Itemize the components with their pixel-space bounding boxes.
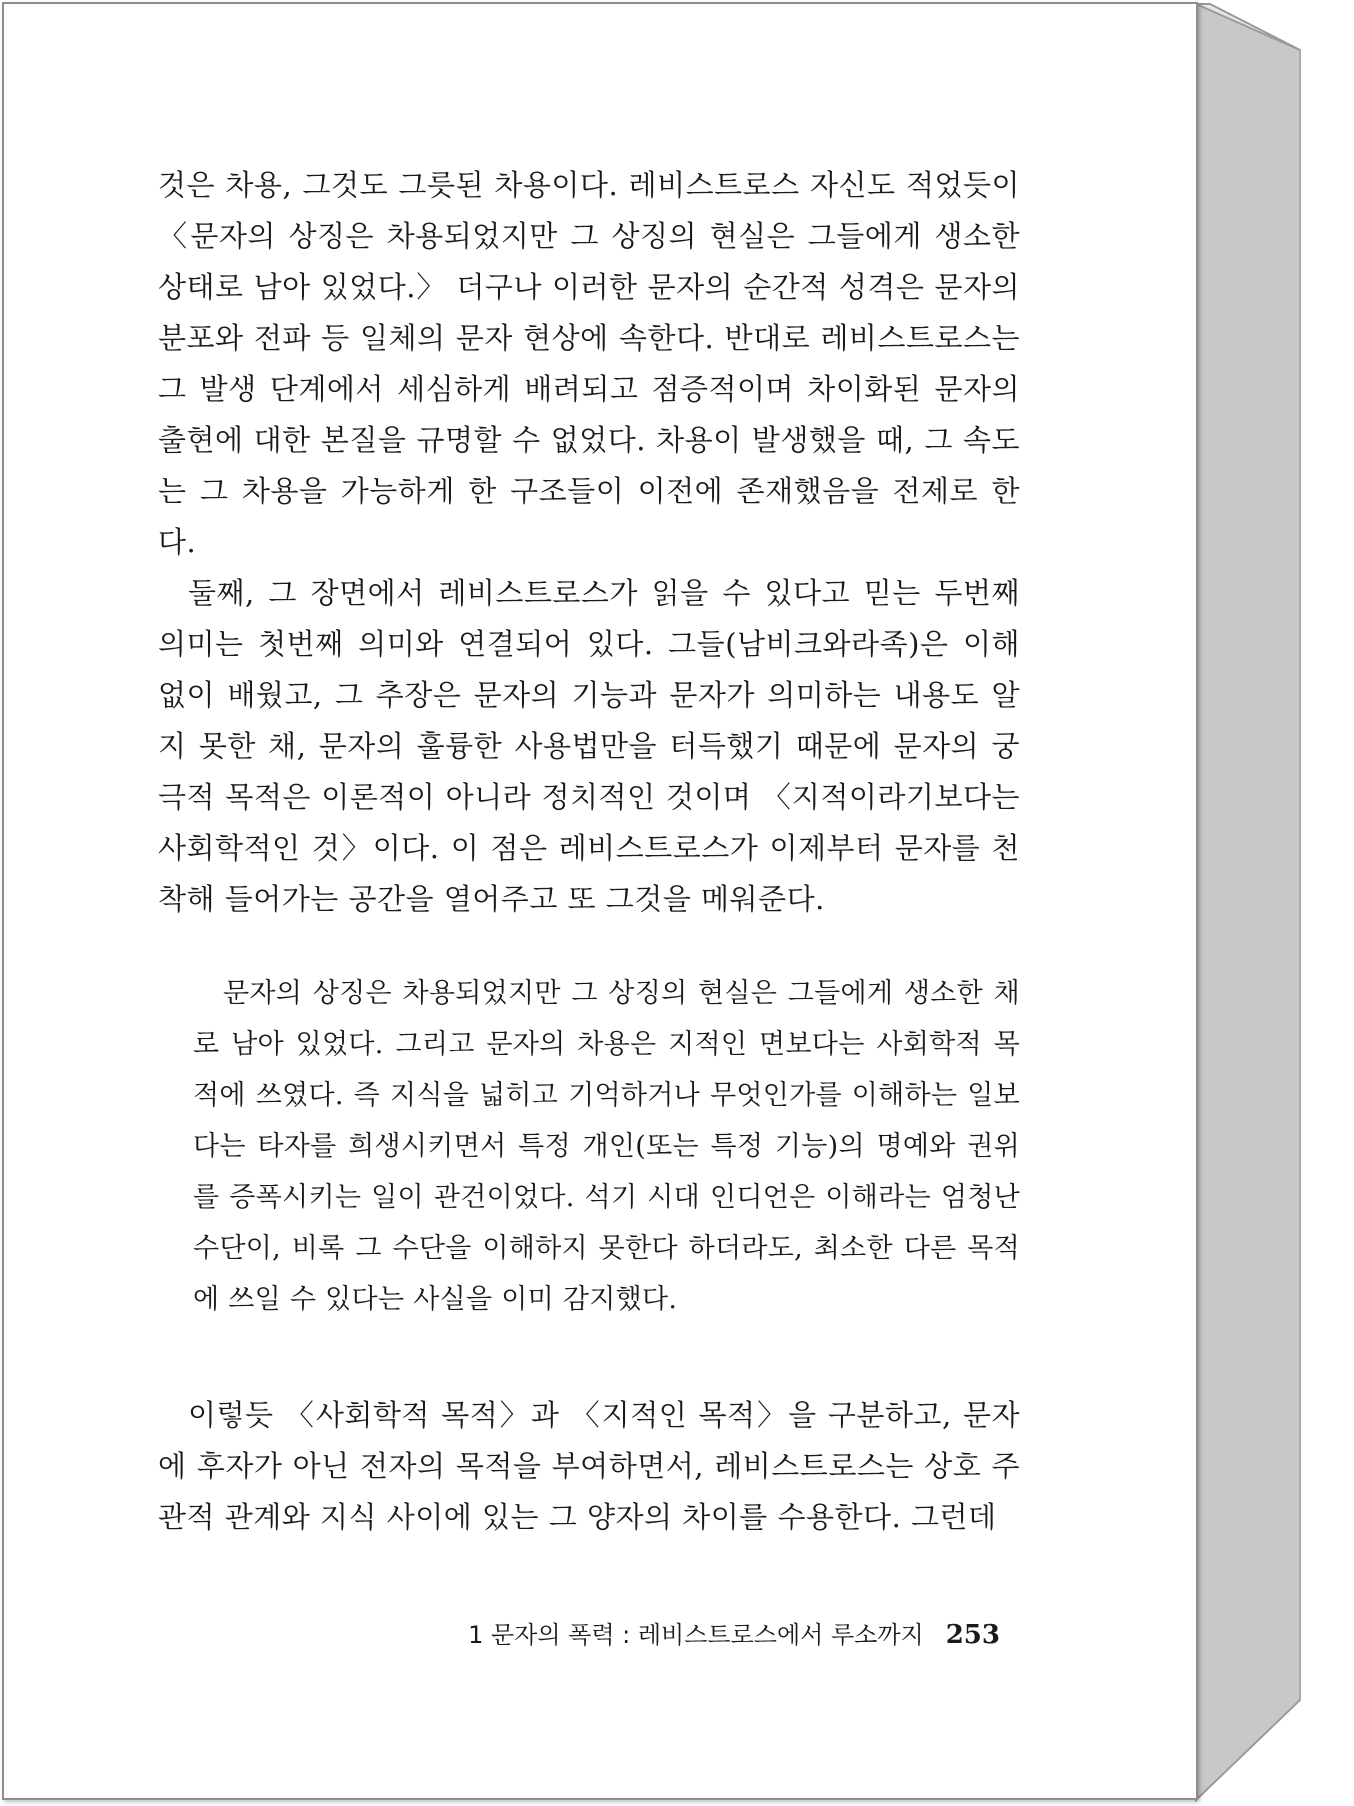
running-head: 1 문자의 폭력 : 레비스트로스에서 루소까지 — [468, 1621, 924, 1649]
quote-text: 문자의 상징은 차용되었지만 그 상징의 현실은 그들에게 생소한 채로 남아 있었다. 그리고 문자의 차용은 지적인 면보다는 사회학적 목적에 쓰였다. 즉 지식을 넓히고 기억하거나 무엇인가를 이해하는 일보다는 타자를 희생시키면서 특정 개인(또는 특정 기능)의 명예와 권위를 증폭시키는 일이 관건이었다. 석기 시대 인디언은 이해라는 엄청난 수단이, 비록 그 수단을 이해하지 못한다 하더라도, 최소한 다른 목적에 쓰일 수 있다는 사실을 이미 감지했다. — [193, 978, 1020, 1315]
book-side-face — [1196, 4, 1300, 1800]
paragraph-2: 둘째, 그 장면에서 레비스트로스가 읽을 수 있다고 믿는 두번째 의미는 첫번째 의미와 연결되어 있다. 그들(남비크와라족)은 이해 없이 배웠고, 그 추장은 문자의 기능과 문자가 의미하는 내용도 알지 못한 채, 문자의 훌륭한 사용법만을 터득했기 때문에 문자의 궁극적 목적은 이론적이 아니라 정치적인 것이며 〈지적이라기보다는 사회학적인 것〉이다. 이 점은 레비스트로스가 이제부터 문자를 천착해 들어가는 공간을 열어주고 또 그것을 메워준다. — [158, 576, 1020, 916]
paragraph-1: 것은 차용, 그것도 그릇된 차용이다. 레비스트로스 자신도 적었듯이 〈문자의 상징은 차용되었지만 그 상징의 현실은 그들에게 생소한 상태로 남아 있었다.〉 더구나 이러한 문자의 순간적 성격은 문자의 분포와 전파 등 일체의 문자 현상에 속한다. 반대로 레비스트로스는 그 발생 단계에서 세심하게 배려되고 점증적이며 차이화된 문자의 출현에 대한 본질을 규명할 수 없었다. 차용이 발생했을 때, 그 속도는 그 차용을 가능하게 한 구조들이 이전에 존재했음을 전제로 한다. — [158, 168, 1020, 559]
paragraph-3: 이렇듯 〈사회학적 목적〉과 〈지적인 목적〉을 구분하고, 문자에 후자가 아닌 전자의 목적을 부여하면서, 레비스트로스는 상호 주관적 관계와 지식 사이에 있는 그 양자의 차이를 수용한다. 그런데 — [158, 1398, 1020, 1534]
page-footer — [460, 1615, 1000, 1655]
block-quote — [193, 968, 1020, 1325]
page-number: 253 — [945, 1620, 1000, 1650]
main-text — [158, 160, 1020, 925]
final-text — [158, 1390, 1020, 1543]
